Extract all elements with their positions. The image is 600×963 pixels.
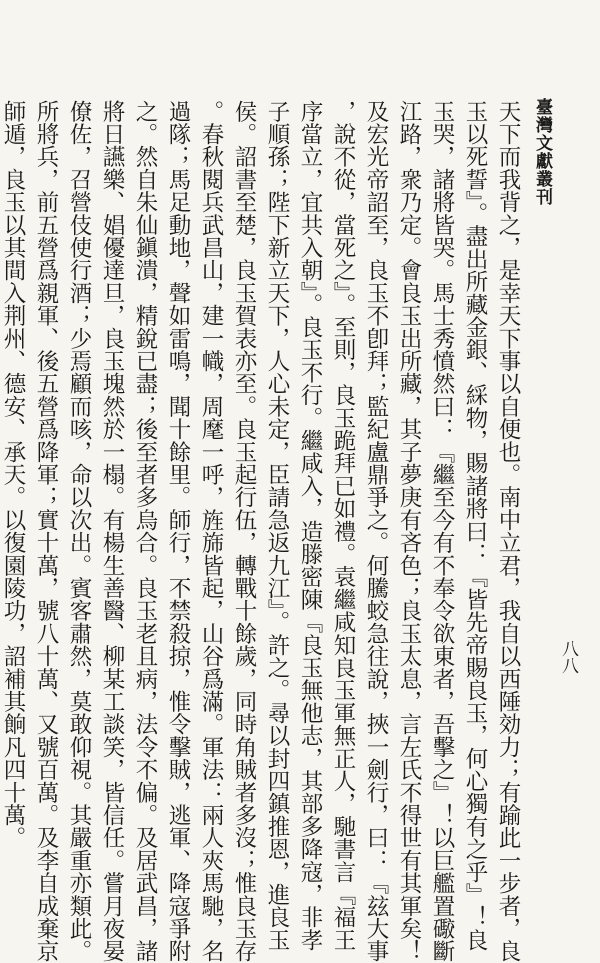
text-column: 玉以死誓』。盡出所藏金銀、綵物，賜諸將曰：『皆先帝賜良玉，何心獨有之乎』！良 bbox=[462, 100, 488, 952]
text-column: 侯。詔書至楚，良玉賀表亦至。良玉起行伍，轉戰十餘歲，同時角賊者多沒；惟良玉存 bbox=[231, 100, 257, 963]
text-column: 將日讌樂、娼優達旦，良玉塊然於一榻。有楊生善醫、柳某工談笑，皆信任。嘗月夜晏 bbox=[99, 100, 125, 963]
text-column: 僚佐，召營伎使行酒；少焉顧而咳，命以次出。賓客肅然，莫敢仰視。其嚴重亦類此。 bbox=[66, 100, 92, 963]
text-column: 玉哭，諸將皆哭。馬士秀憤然曰：『繼至今有不奉令欲東者，吾擊之』！以巨艦置礮斷 bbox=[429, 100, 455, 963]
running-header-title: 臺灣文獻叢刊 bbox=[532, 98, 552, 206]
text-column: 過隊；馬足動地，聲如雷鳴，聞十餘里。師行，不禁殺掠，惟令擊賊，逃軍、降寇爭附 bbox=[165, 100, 191, 963]
text-column: 江路，衆乃定。會良玉出所藏，其子夢庚有吝色；良玉太息，言左氏不得世有其軍矣！ bbox=[396, 100, 422, 963]
text-column: 及宏光帝詔至，良玉不卽拜；監紀盧鼎爭之。何騰蛟急往說，挾一劍行，曰：『玆大事 bbox=[363, 100, 389, 963]
text-column: 之。然自朱仙鎭潰，精銳已盡；後至者多烏合。良玉老且病，法令不偏。及居武昌，諸 bbox=[132, 100, 158, 963]
text-column: 師遁，良玉以其間入荆州、德安、承天。以復園陵功，詔補其餉凡四十萬。 bbox=[0, 100, 26, 850]
vertical-text-body bbox=[0, 100, 524, 963]
text-column: 。春秋閱兵武昌山，建一幟，周麾一呼，旌旆皆起，山谷爲滿。軍法：兩人夾馬馳，名 bbox=[198, 100, 224, 963]
page-number: 八八 bbox=[558, 640, 578, 674]
text-column: 序當立，宜共入朝』。良玉不行。繼咸入，造滕密陳『良玉無他志，其部多降寇，非孝 bbox=[297, 100, 323, 952]
text-column: 天下而我背之，是幸天下事以自便也。南中立君，我自以西陲効力；有踰此一步者，良 bbox=[495, 100, 521, 963]
text-column: ，說不從，當死之』。至則，良玉跪拜已如禮。袁繼咸知良玉軍無正人，馳書言『福王 bbox=[330, 100, 356, 952]
text-column: 所將兵，前五營爲親軍、後五營爲降軍；實十萬，號八十萬、又號百萬。及李自成棄京 bbox=[33, 100, 59, 963]
text-column: 子順孫；陛下新立天下，人心未定，臣請急返九江』。許之。尋以封四鎮推恩，進良玉 bbox=[264, 100, 290, 952]
